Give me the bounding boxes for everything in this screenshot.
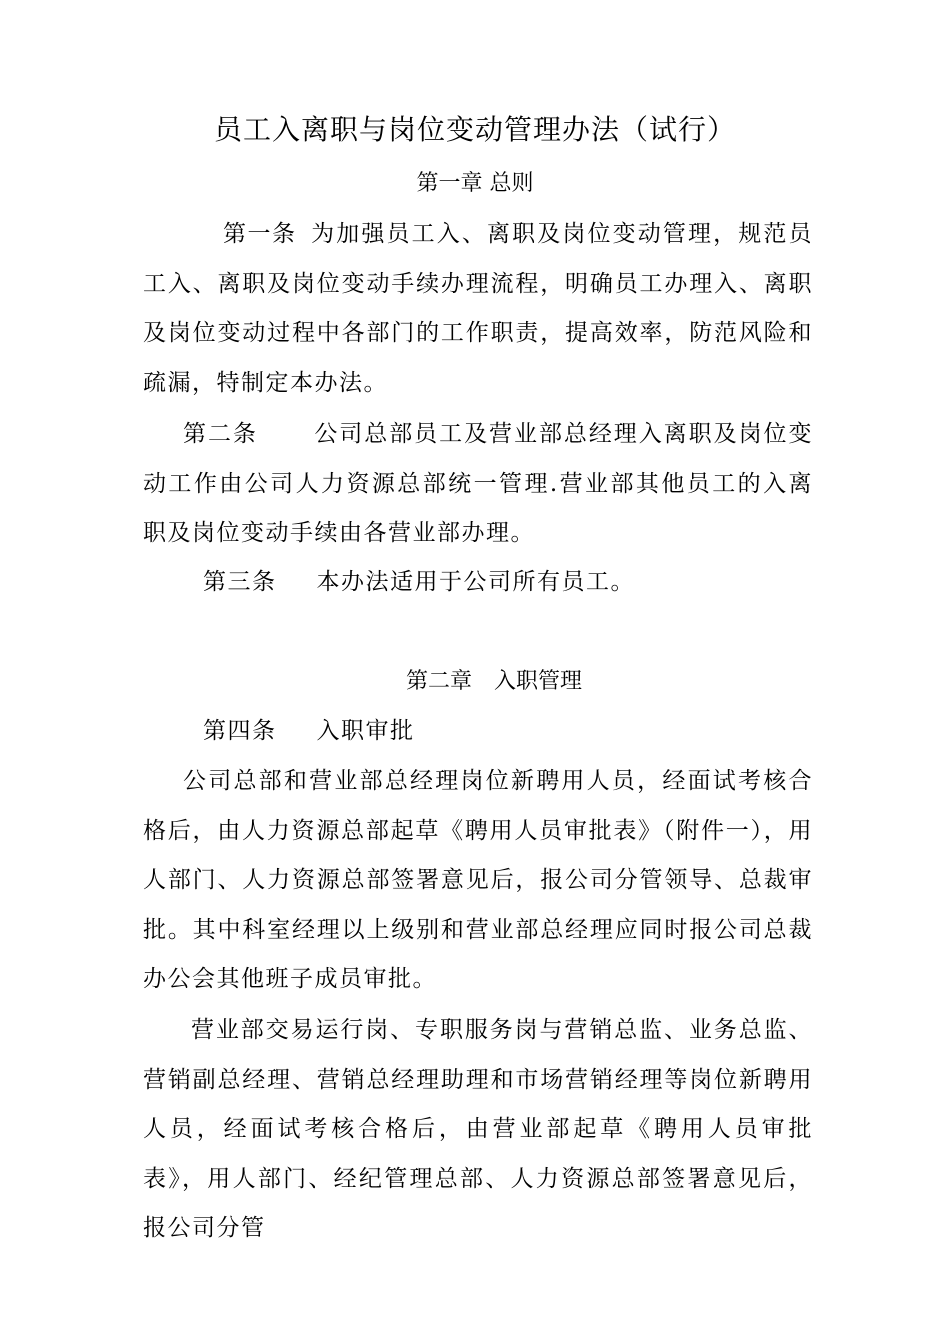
article-1-label: 第一条 xyxy=(223,221,297,247)
article-4 xyxy=(143,707,813,757)
article-1 xyxy=(143,210,813,408)
article-1-text: 为加强员工入、离职及岗位变动管理，规范员工入、离职及岗位变动手续办理流程，明确员工办理入、离职及岗位变动过程中各部门的工作职责，提高效率，防范风险和疏漏，特制定本办法。 xyxy=(143,221,813,396)
article-2-text: 公司总部员工及营业部总经理入离职及岗位变动工作由公司人力资源总部统一管理.营业部其他员工的入离职及岗位变动手续由各营业部办理。 xyxy=(143,421,814,546)
article-4-label: 第四条 xyxy=(203,718,277,744)
article-2-label: 第二条 xyxy=(183,421,258,447)
article-3-label: 第三条 xyxy=(203,569,277,595)
chapter-2-paragraph-2: 营业部交易运行岗、专职服务岗与营销总监、业务总监、营销副总经理、营销总经理助理和市场营销经理等岗位新聘用人员，经面试考核合格后，由营业部起草《聘用人员审批表》，用人部门、经纪管理总部、人力资源总部签署意见后，报公司分管 xyxy=(143,1017,813,1241)
article-4-text: 入职审批 xyxy=(316,718,415,744)
chapter-1-heading: 第一章 总则 xyxy=(416,171,534,196)
document-title: 员工入离职与岗位变动管理办法（试行） xyxy=(213,113,736,146)
chapter-2-paragraph-1: 公司总部和营业部总经理岗位新聘用人员，经面试考核合格后，由人力资源总部起草《聘用人员审批表》（附件一），用人部门、人力资源总部签署意见后，报公司分管领导、总裁审批。其中科室经理以上级别和营业部总经理应同时报公司总裁办公会其他班子成员审批。 xyxy=(143,768,813,992)
chapter-2-heading: 第二章 入职管理 xyxy=(405,669,582,694)
article-2 xyxy=(143,410,813,559)
article-3 xyxy=(143,558,813,608)
article-3-text: 本办法适用于公司所有员工。 xyxy=(316,569,635,595)
